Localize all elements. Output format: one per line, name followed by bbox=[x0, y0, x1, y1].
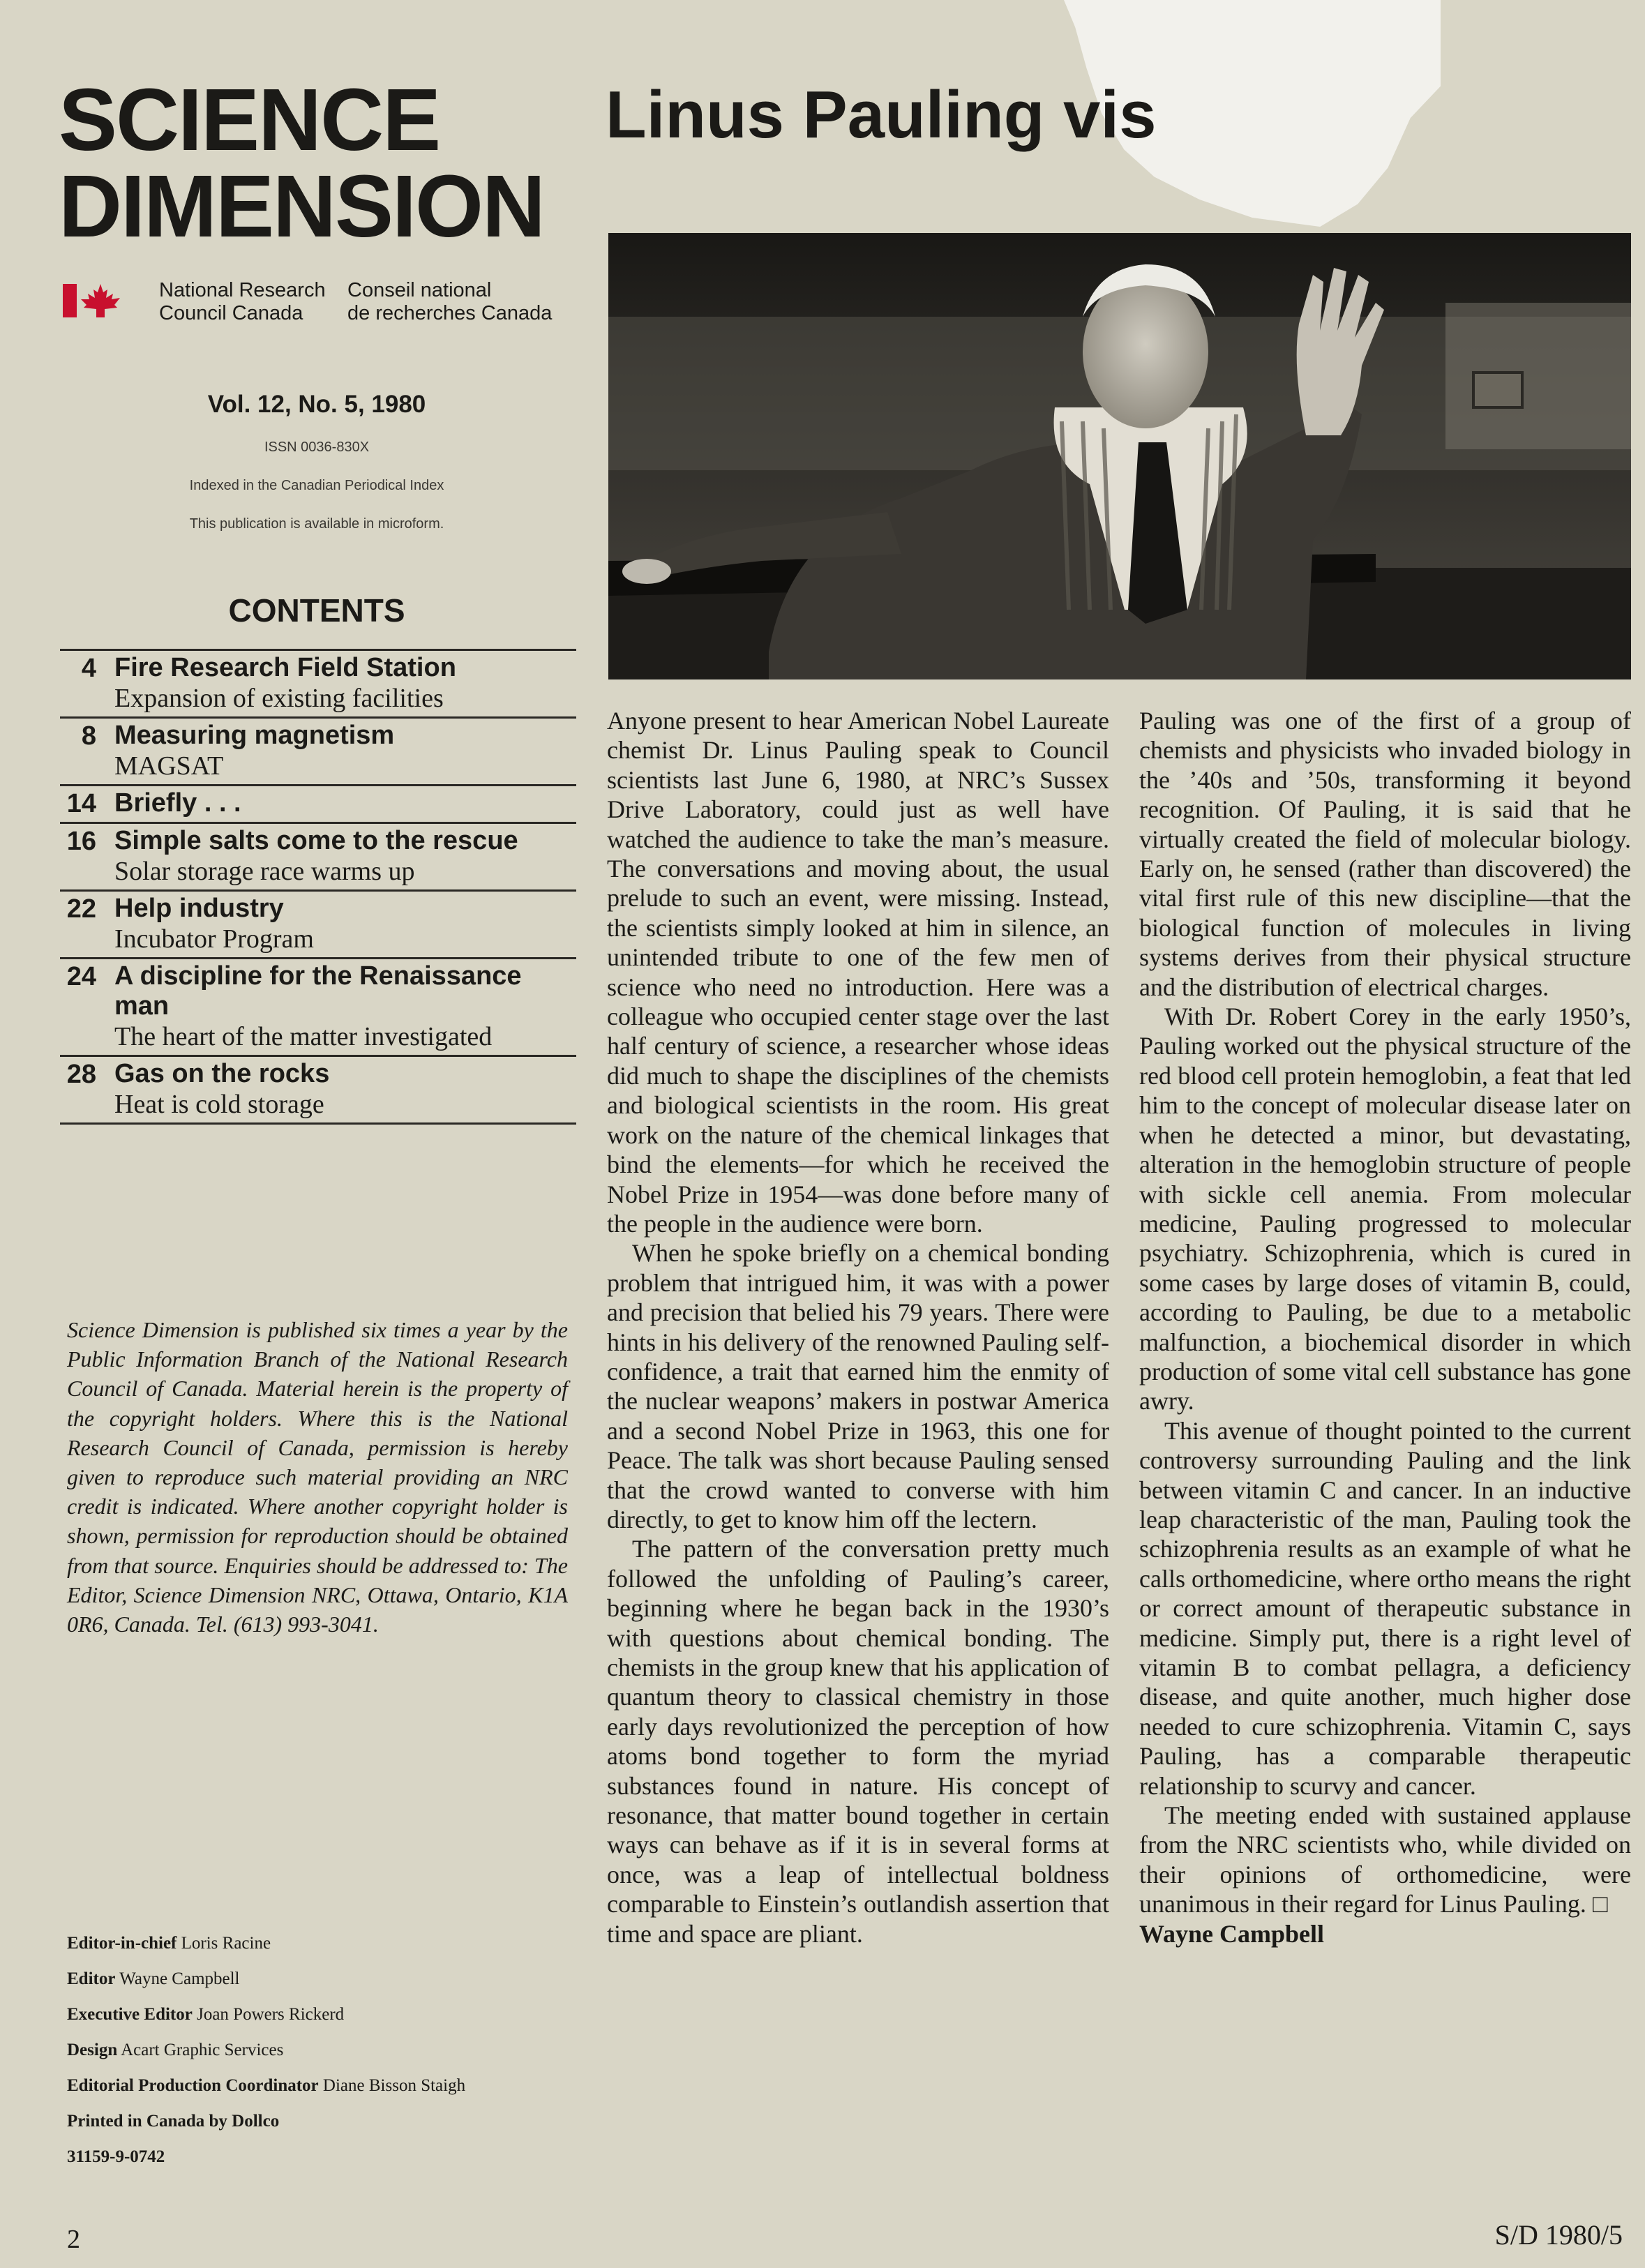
issue-footer: S/D 1980/5 bbox=[1494, 2219, 1623, 2251]
article-paragraph: With Dr. Robert Corey in the early 1950’s, Pauling worked out the physical structure of the red blood cell protein hemoglobin, a feat that led him to the concept of molecular disease later on when he detected a minor, but devastating, alteration in the hemoglobin structure of people with sickle cell anemia. From molecular medicine, Pauling progressed to molecular psychiatry. Schizophrenia, which is cured in some cases by large doses of vitamin B, could, according to Pauling, be due to a metabolic malfunction, a biochemical disorder in which production of some vital cell substance has gone awry. bbox=[1139, 1002, 1631, 1415]
publication-statement: Science Dimension is published six times a year by the Public Information Branch of the National Research Council of Canada. Material herein is the property of the copyright holders. Where this is the National Research Council of Canada, permission is hereby given to reproduce such material providing an NRC credit is indicated. Where another copyright holder is shown, permission for reproduction should be obtained from that source. Enquiries should be addressed to: The Editor, Science Dimension NRC, Ottawa, Ontario, K1A 0R6, Canada. Tel. (613) 993-3041. bbox=[67, 1317, 568, 1637]
article-paragraph: Pauling was one of the first of a group of chemists and physicists who invaded biology in the ’40s and ’50s, transforming it beyond recognition. Of Pauling, it is said that he virtually created the field of molecular biology. Early on, he sensed (rather than discovered) the vital first rule of this new discipline—that the biological function of molecules in living systems derives from their physical structure and the distribution of electrical charges. bbox=[1139, 707, 1631, 1001]
article-paragraph: The meeting ended with sustained applause from the NRC scientists who, while divided on their opinions of orthomedicine, were unanimous in their regard for Linus Pauling. □ bbox=[1139, 1801, 1631, 1918]
credit-line bbox=[67, 1925, 569, 1961]
contents-item-title: Fire Research Field Station bbox=[114, 653, 456, 682]
contents-item-subtitle: Heat is cold storage bbox=[114, 1090, 324, 1119]
credit-role: Executive Editor bbox=[67, 2005, 193, 2024]
credit-name: Acart Graphic Services bbox=[121, 2041, 284, 2059]
contents-entry bbox=[114, 1059, 576, 1120]
contents-item bbox=[60, 822, 576, 889]
contents-entry bbox=[114, 653, 576, 714]
credit-line bbox=[67, 2103, 569, 2139]
contents-item-title: A discipline for the Renaissance man bbox=[114, 961, 522, 1021]
contents-entry bbox=[114, 894, 576, 954]
credit-name: Loris Racine bbox=[181, 1934, 271, 1953]
publisher-english bbox=[159, 279, 326, 325]
credit-name: Wayne Campbell bbox=[119, 1969, 240, 1988]
credit-name: Joan Powers Rickerd bbox=[197, 2005, 345, 2024]
contents-list bbox=[60, 649, 576, 1125]
article-photo bbox=[608, 233, 1631, 679]
article-paragraph: The pattern of the conversation pretty much followed the unfolding of Pauling’s career, beginning where he began back in the 1930’s with questions about chemical bonding. The chemists in the group knew that his application of quantum theory to classical chemistry in those early days revolutionized the perception of how atoms bond together to form the myriad substances found in nature. His concept of resonance, that matter bound together in certain ways can behave as if it is in several forms at once, was a leap of intellectual boldness comparable to Einstein’s outlandish assertion that time and space are pliant. bbox=[607, 1535, 1109, 1948]
credit-role: Editorial Production Coordinator bbox=[67, 2076, 319, 2095]
contents-item-subtitle: MAGSAT bbox=[114, 751, 224, 781]
credit-role: Editor-in-chief bbox=[67, 1934, 177, 1953]
contents-page-number: 16 bbox=[66, 827, 96, 856]
credit-line bbox=[67, 2068, 569, 2103]
page-number: 2 bbox=[67, 2225, 80, 2254]
contents-item-title: Simple salts come to the rescue bbox=[114, 826, 518, 855]
credit-role: Design bbox=[67, 2041, 118, 2059]
masthead-line-2: DIMENSION bbox=[59, 157, 545, 255]
credit-name: Diane Bisson Staigh bbox=[322, 2076, 466, 2095]
contents-item-subtitle: Incubator Program bbox=[114, 924, 314, 954]
contents-page-number: 4 bbox=[81, 654, 96, 683]
contents-page-number: 14 bbox=[66, 789, 96, 818]
contents-item bbox=[60, 957, 576, 1055]
contents-page-number: 8 bbox=[81, 721, 96, 751]
masthead-line-1: SCIENCE bbox=[59, 70, 440, 169]
article-paragraph: When he spoke briefly on a chemical bonding problem that intrigued him, it was with a power and precision that belied his 79 years. There were hints in his delivery of the renowned Pauling self-confidence, a trait that earned him the enmity of the nuclear weapons’ makers in postwar America and a second Nobel Prize in 1963, this one for Peace. The talk was short because Pauling sensed that the crowd wanted to converse with him directly, to get to know him off the lectern. bbox=[607, 1239, 1109, 1533]
publisher-french-line-1: Conseil national bbox=[347, 279, 492, 301]
contents-entry bbox=[114, 721, 576, 781]
credit-role: Editor bbox=[67, 1969, 116, 1988]
contents-item-subtitle: Expansion of existing facilities bbox=[114, 684, 444, 713]
publisher-english-line-2: Council Canada bbox=[159, 302, 303, 324]
article-headline: Linus Pauling vis bbox=[606, 77, 1157, 152]
contents-entry bbox=[114, 788, 576, 819]
contents-page-number: 28 bbox=[66, 1060, 96, 1089]
contents-item-title: Help industry bbox=[114, 894, 284, 923]
credit-line bbox=[67, 2032, 569, 2068]
article-paragraph: Anyone present to hear American Nobel Laureate chemist Dr. Linus Pauling speak to Council scientists last June 6, 1980, at NRC’s Sussex Drive Laboratory, could just as well have watched the audience to take the man’s measure. The conversations and moving about, the usual prelude to such an event, were missing. Instead, the scientists simply looked at him in silence, an unintended tribute to one of the few men of science who need no introduction. Here was a colleague who occupied center stage over the last half century of science, a researcher whose ideas did much to shape the disciplines of the chemists and biological scientists in the room. His great work on the nature of the chemical linkages that bind the elements—for which he received the Nobel Prize in 1954—was done before many of the people in the audience were born. bbox=[607, 707, 1109, 1238]
contents-item bbox=[60, 889, 576, 957]
microform-note: This publication is available in microform. bbox=[189, 516, 444, 532]
contents-item-title: Gas on the rocks bbox=[114, 1059, 330, 1088]
publisher-french bbox=[347, 279, 552, 325]
credit-line bbox=[67, 1961, 569, 1997]
index-note: Indexed in the Canadian Periodical Index bbox=[189, 478, 444, 493]
photo-illustration bbox=[608, 233, 1631, 679]
contents-item bbox=[60, 1055, 576, 1125]
article-column-2 bbox=[1139, 706, 1631, 1948]
issn: ISSN 0036-830X bbox=[264, 440, 370, 455]
publisher-english-line-1: National Research bbox=[159, 279, 326, 301]
article-byline: Wayne Campbell bbox=[1139, 1919, 1325, 1948]
credit-role: Printed in Canada by Dollco bbox=[67, 2112, 280, 2131]
publication-code: 31159-9-0742 bbox=[67, 2147, 165, 2166]
contents-item-subtitle: Solar storage race warms up bbox=[114, 857, 415, 886]
contents-item-subtitle: The heart of the matter investigated bbox=[114, 1022, 493, 1051]
contents-item bbox=[60, 716, 576, 784]
article-column-1 bbox=[607, 706, 1109, 1948]
contents-page-number: 22 bbox=[66, 894, 96, 924]
credits bbox=[67, 1925, 569, 2175]
contents-entry bbox=[114, 826, 576, 887]
contents-item bbox=[60, 649, 576, 716]
masthead bbox=[59, 70, 575, 255]
publisher-french-line-2: de recherches Canada bbox=[347, 302, 553, 324]
credit-line bbox=[67, 1997, 569, 2032]
contents-item-title: Briefly . . . bbox=[114, 788, 241, 818]
issue-volume: Vol. 12, No. 5, 1980 bbox=[207, 391, 426, 418]
contents-entry bbox=[114, 961, 576, 1052]
contents-item-title: Measuring magnetism bbox=[114, 721, 395, 750]
article-paragraph: This avenue of thought pointed to the current controversy surrounding Pauling and the link between vitamin C and cancer. In an inductive leap characteristic of the man, Pauling took the schizophrenia results as an example of what he calls orthomedicine, where ortho means the right or correct amount of therapeutic substance in medicine. Simply put, there is a right level of vitamin B to combat pellagra, a deficiency disease, and quite another, much higher dose needed to cure schizophrenia. Vitamin C, says Pauling, has a comparable therapeutic relationship to scurvy and cancer. bbox=[1139, 1416, 1631, 1800]
contents-title: CONTENTS bbox=[228, 592, 405, 629]
contents-item bbox=[60, 784, 576, 822]
canadian-flag-icon bbox=[63, 283, 123, 319]
contents-page-number: 24 bbox=[66, 962, 96, 991]
